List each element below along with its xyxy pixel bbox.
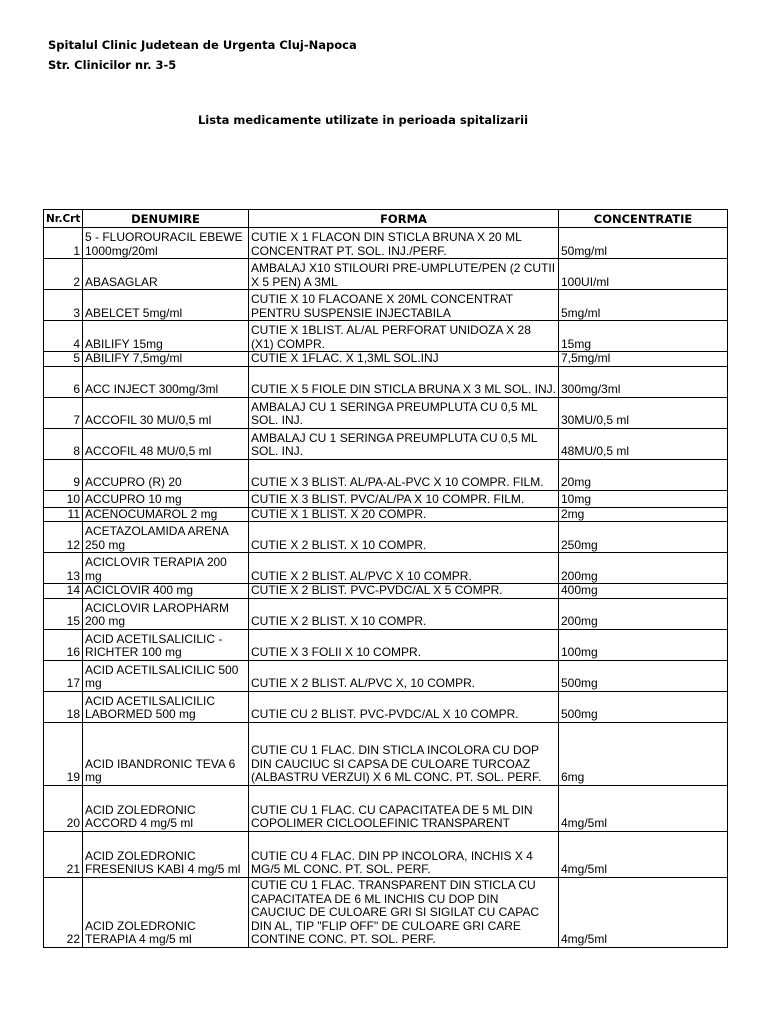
cell-forma: CUTIE CU 1 FLAC. CU CAPACITATEA DE 5 ML DIN COPOLIMER CICLOOLEFINIC TRANSPARENT (249, 785, 559, 831)
table-row (44, 228, 728, 259)
cell-denumire: ACID ACETILSALICILIC - RICHTER 100 mg (83, 629, 249, 660)
cell-nr: 18 (44, 691, 83, 722)
cell-nr: 19 (44, 722, 83, 785)
table-row (44, 722, 728, 785)
table-row (44, 321, 728, 352)
cell-forma: CUTIE X 1BLIST. AL/AL PERFORAT UNIDOZA X 28 (X1) COMPR. (249, 321, 559, 352)
cell-nr: 15 (44, 598, 83, 629)
cell-nr: 17 (44, 660, 83, 691)
table-row (44, 553, 728, 584)
cell-nr: 1 (44, 228, 83, 259)
cell-concentratie: 200mg (559, 553, 728, 584)
cell-nr: 5 (44, 352, 83, 367)
cell-nr: 10 (44, 490, 83, 507)
cell-nr: 7 (44, 397, 83, 428)
cell-denumire: ACID ACETILSALICILIC LABORMED 500 mg (83, 691, 249, 722)
cell-nr: 14 (44, 584, 83, 599)
table-row (44, 629, 728, 660)
column-header-denumire: DENUMIRE (83, 210, 249, 228)
table-row (44, 352, 728, 367)
cell-nr: 3 (44, 290, 83, 321)
institution-address: Str. Clinicilor nr. 3-5 (48, 58, 177, 72)
cell-denumire: ACCOFIL 30 MU/0,5 ml (83, 397, 249, 428)
cell-forma: AMBALAJ X10 STILOURI PRE-UMPLUTE/PEN (2 CUTII X 5 PEN) A 3ML (249, 259, 559, 290)
cell-denumire: ACID ZOLEDRONIC TERAPIA 4 mg/5 ml (83, 877, 249, 947)
cell-denumire: ACID IBANDRONIC TEVA 6 mg (83, 722, 249, 785)
cell-forma: CUTIE X 3 FOLII X 10 COMPR. (249, 629, 559, 660)
cell-denumire: ABASAGLAR (83, 259, 249, 290)
table-row (44, 459, 728, 490)
table-row (44, 259, 728, 290)
cell-forma: CUTIE CU 1 FLAC. DIN STICLA INCOLORA CU DOP DIN CAUCIUC SI CAPSA DE CULOARE TURCOAZ (ALBASTRU VERZUI) X 6 ML CONC. PT. SOL. PERF. (249, 722, 559, 785)
cell-concentratie: 20mg (559, 459, 728, 490)
table-row (44, 507, 728, 522)
cell-forma: CUTIE X 5 FIOLE DIN STICLA BRUNA X 3 ML SOL. INJ. (249, 366, 559, 397)
cell-concentratie: 200mg (559, 598, 728, 629)
cell-denumire: ACICLOVIR 400 mg (83, 584, 249, 599)
cell-concentratie: 4mg/5ml (559, 785, 728, 831)
cell-concentratie: 48MU/0,5 ml (559, 428, 728, 459)
cell-nr: 21 (44, 831, 83, 877)
cell-forma: CUTIE X 10 FLACOANE X 20ML CONCENTRAT PENTRU SUSPENSIE INJECTABILA (249, 290, 559, 321)
cell-forma: CUTIE CU 4 FLAC. DIN PP INCOLORA, INCHIS X 4 MG/5 ML CONC. PT. SOL. PERF. (249, 831, 559, 877)
table-row (44, 831, 728, 877)
cell-forma: CUTIE X 1 FLACON DIN STICLA BRUNA X 20 ML CONCENTRAT PT. SOL. INJ./PERF. (249, 228, 559, 259)
table-body (44, 228, 728, 948)
cell-denumire: ACENOCUMAROL 2 mg (83, 507, 249, 522)
cell-forma: CUTIE X 3 BLIST. PVC/AL/PA X 10 COMPR. FILM. (249, 490, 559, 507)
cell-nr: 20 (44, 785, 83, 831)
table-row (44, 428, 728, 459)
cell-denumire: ACC INJECT 300mg/3ml (83, 366, 249, 397)
cell-concentratie: 400mg (559, 584, 728, 599)
cell-concentratie: 7,5mg/ml (559, 352, 728, 367)
cell-forma: CUTIE CU 1 FLAC. TRANSPARENT DIN STICLA CU CAPACITATEA DE 6 ML INCHIS CU DOP DIN CAUCIUC DE CULOARE GRI SI SIGILAT CU CAPAC DIN AL, TIP "FLIP OFF" DE CULOARE GRI CARE CONTINE CONC. PT. SOL. PERF. (249, 877, 559, 947)
cell-denumire: ABELCET 5mg/ml (83, 290, 249, 321)
cell-nr: 12 (44, 522, 83, 553)
document-title: Lista medicamente utilizate in perioada spitalizarii (197, 113, 529, 127)
cell-forma: AMBALAJ CU 1 SERINGA PREUMPLUTA CU 0,5 ML SOL. INJ. (249, 397, 559, 428)
table-row (44, 598, 728, 629)
table-row (44, 366, 728, 397)
table-row (44, 785, 728, 831)
cell-concentratie: 500mg (559, 660, 728, 691)
cell-concentratie: 4mg/5ml (559, 877, 728, 947)
column-header-nr: Nr.Crt (44, 210, 83, 228)
cell-concentratie: 2mg (559, 507, 728, 522)
cell-forma: CUTIE X 2 BLIST. X 10 COMPR. (249, 598, 559, 629)
cell-forma: CUTIE X 1 BLIST. X 20 COMPR. (249, 507, 559, 522)
column-header-forma: FORMA (249, 210, 559, 228)
cell-forma: CUTIE X 1FLAC. X 1,3ML SOL.INJ (249, 352, 559, 367)
table-header-row (44, 210, 728, 228)
cell-denumire: ACCUPRO (R) 20 (83, 459, 249, 490)
cell-denumire: ACCUPRO 10 mg (83, 490, 249, 507)
cell-forma: CUTIE X 2 BLIST. PVC-PVDC/AL X 5 COMPR. (249, 584, 559, 599)
cell-concentratie: 300mg/3ml (559, 366, 728, 397)
cell-denumire: ACID ACETILSALICILIC 500 mg (83, 660, 249, 691)
cell-concentratie: 6mg (559, 722, 728, 785)
cell-nr: 22 (44, 877, 83, 947)
table-row (44, 397, 728, 428)
cell-denumire: ACID ZOLEDRONIC ACCORD 4 mg/5 ml (83, 785, 249, 831)
table-row (44, 522, 728, 553)
cell-nr: 11 (44, 507, 83, 522)
cell-nr: 13 (44, 553, 83, 584)
cell-concentratie: 100mg (559, 629, 728, 660)
table-row (44, 490, 728, 507)
cell-denumire: ABILIFY 15mg (83, 321, 249, 352)
cell-nr: 4 (44, 321, 83, 352)
cell-forma: CUTIE X 2 BLIST. AL/PVC X 10 COMPR. (249, 553, 559, 584)
cell-concentratie: 15mg (559, 321, 728, 352)
medication-table (43, 209, 728, 948)
table-row (44, 877, 728, 947)
cell-forma: CUTIE X 3 BLIST. AL/PA-AL-PVC X 10 COMPR. FILM. (249, 459, 559, 490)
cell-concentratie: 10mg (559, 490, 728, 507)
cell-denumire: ACICLOVIR TERAPIA 200 mg (83, 553, 249, 584)
cell-forma: CUTIE X 2 BLIST. AL/PVC X, 10 COMPR. (249, 660, 559, 691)
cell-concentratie: 250mg (559, 522, 728, 553)
cell-concentratie: 100UI/ml (559, 259, 728, 290)
cell-nr: 6 (44, 366, 83, 397)
cell-forma: AMBALAJ CU 1 SERINGA PREUMPLUTA CU 0,5 ML SOL. INJ. (249, 428, 559, 459)
table-row (44, 290, 728, 321)
cell-denumire: ACICLOVIR LAROPHARM 200 mg (83, 598, 249, 629)
cell-forma: CUTIE CU 2 BLIST. PVC-PVDC/AL X 10 COMPR. (249, 691, 559, 722)
table-row (44, 584, 728, 599)
cell-nr: 9 (44, 459, 83, 490)
cell-denumire: ACETAZOLAMIDA ARENA 250 mg (83, 522, 249, 553)
cell-nr: 16 (44, 629, 83, 660)
cell-denumire: ACCOFIL 48 MU/0,5 ml (83, 428, 249, 459)
cell-concentratie: 4mg/5ml (559, 831, 728, 877)
column-header-concentratie: CONCENTRATIE (559, 210, 728, 228)
cell-concentratie: 5mg/ml (559, 290, 728, 321)
cell-denumire: ACID ZOLEDRONIC FRESENIUS KABI 4 mg/5 ml (83, 831, 249, 877)
institution-name: Spitalul Clinic Judetean de Urgenta Cluj-Napoca (48, 38, 357, 52)
cell-nr: 2 (44, 259, 83, 290)
cell-denumire: 5 - FLUOROURACIL EBEWE 1000mg/20ml (83, 228, 249, 259)
cell-concentratie: 30MU/0,5 ml (559, 397, 728, 428)
table-row (44, 691, 728, 722)
cell-denumire: ABILIFY 7,5mg/ml (83, 352, 249, 367)
cell-concentratie: 50mg/ml (559, 228, 728, 259)
cell-concentratie: 500mg (559, 691, 728, 722)
cell-nr: 8 (44, 428, 83, 459)
cell-forma: CUTIE X 2 BLIST. X 10 COMPR. (249, 522, 559, 553)
table-row (44, 660, 728, 691)
